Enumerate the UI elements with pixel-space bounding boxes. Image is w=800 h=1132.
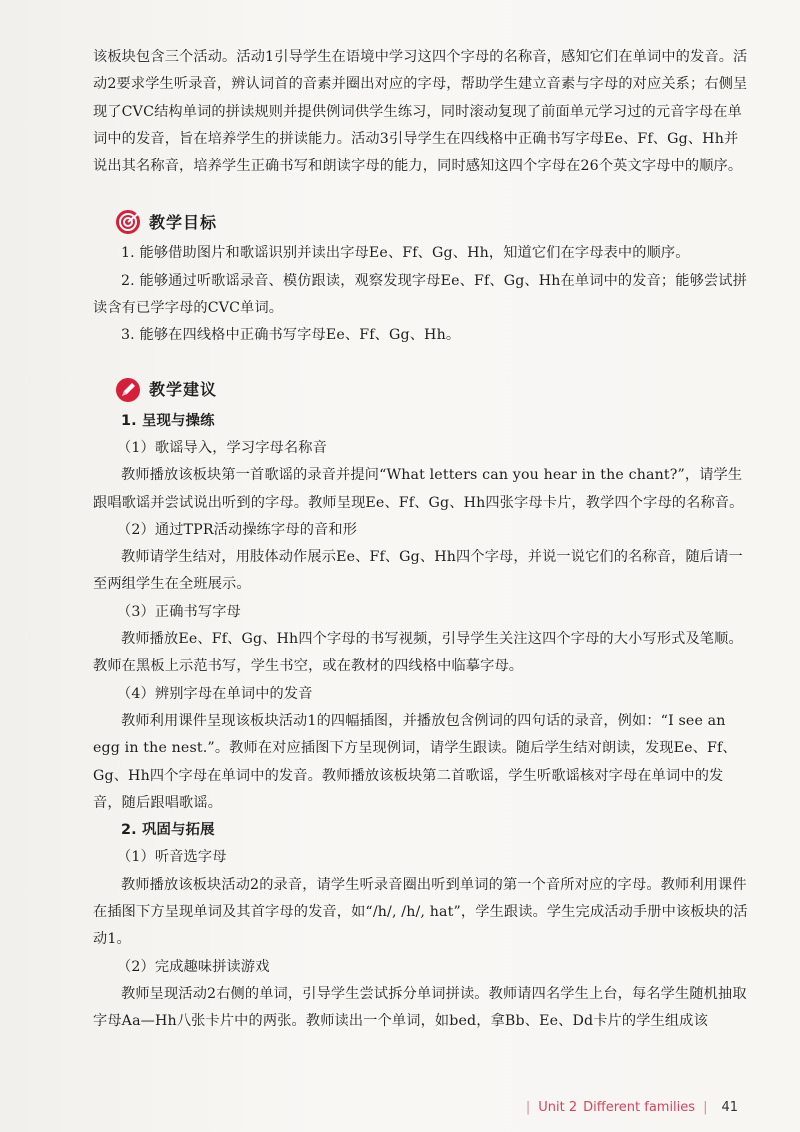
subheading-consolidation: 2. 巩固与拓展: [121, 822, 215, 839]
footer-unit: Unit 2: [538, 1100, 578, 1115]
text-body: [93, 44, 751, 1036]
step-title: （1）听音选字母: [117, 849, 227, 866]
section-goals-header: [93, 206, 751, 238]
step-text: 教师呈现活动2右侧的单词，引导学生尝试拆分单词拼读。教师请四名学生上台，每名学生随机抽取字母Aa—Hh八张卡片中的两张。教师读出一个单词，如bed，拿Bb、Ee、Dd卡片的学生组成该: [93, 985, 747, 1030]
step-title: （3）正确书写字母: [117, 603, 241, 620]
subheading-presentation: 1. 呈现与操练: [121, 412, 215, 429]
step-text: 教师播放该板块第一首歌谣的录音并提问“What letters can you hear in the chant?”，请学生跟唱歌谣并尝试说出听到的字母。教师呈现Ee、Ff、Gg、Hh四张字母卡片，教学四个字母的名称音。: [93, 467, 744, 511]
divider: |: [525, 1100, 531, 1115]
step-text: 教师利用课件呈现该板块活动1的四幅插图，并播放包含例词的四句话的录音，例如：“I see an egg in the nest.”。教师在对应插图下方呈现例词，请学生跟读。随后学生结对朗读，发现Ee、Ff、Gg、Hh四个字母在单词中的发音。教师播放该板块第二首歌谣，学生听歌谣核对字母在单词中的发音，随后跟唱歌谣。: [93, 712, 737, 811]
footer-unit-title: Different families: [583, 1100, 696, 1115]
goal-item: 1. 能够借助图片和歌谣识别并读出字母Ee、Ff、Gg、Hh，知道它们在字母表中的顺序。: [121, 245, 690, 262]
step-text: 教师请学生结对，用肢体动作展示Ee、Ff、Gg、Hh四个字母，并说一说它们的名称音，随后请一至两组学生在全班展示。: [93, 549, 743, 593]
step-title: （2）通过TPR活动操练字母的音和形: [117, 521, 358, 538]
goal-item: 3. 能够在四线格中正确书写字母Ee、Ff、Gg、Hh。: [121, 327, 461, 344]
step-text: 教师播放该板块活动2的录音，请学生听录音圈出听到单词的第一个音所对应的字母。教师利用课件在插图下方呈现单词及其首字母的发音，如“/h/, /h/, hat”，学生跟读。学生完成活动手册中该板块的活动1。: [93, 876, 748, 948]
section-suggestions-header: [93, 374, 751, 406]
step-title: （2）完成趣味拼读游戏: [117, 958, 270, 975]
divider: |: [703, 1100, 708, 1115]
page-footer: [518, 1100, 738, 1115]
section-title-suggestions: 教学建议: [149, 380, 218, 400]
goal-item: 2. 能够通过听歌谣录音、模仿跟读，观察发现字母Ee、Ff、Gg、Hh在单词中的发音；能够尝试拼读含有已学字母的CVC单词。: [93, 272, 747, 317]
step-text: 教师播放Ee、Ff、Gg、Hh四个字母的书写视频，引导学生关注这四个字母的大小写形式及笔顺。教师在黑板上示范书写，学生书空，或在教材的四线格中临摹字母。: [93, 631, 743, 675]
intro-paragraph: 该板块包含三个活动。活动1引导学生在语境中学习这四个字母的名称音，感知它们在单词中的发音。活动2要求学生听录音，辨认词首的音素并圈出对应的字母，帮助学生建立音素与字母的对应关系；右侧呈现了CVC结构单词的拼读规则并提供例词供学生练习，同时滚动复现了前面单元学习过的元音字母在单词中的发音，旨在培养学生的拼读能力。活动3引导学生在四线格中正确书写字母Ee、Ff、Gg、Hh并说出其名称音，培养学生正确书写和朗读字母的能力，同时感知这四个字母在26个英文字母中的顺序。: [93, 49, 748, 175]
step-title: （1）歌谣导入，学习字母名称音: [117, 439, 327, 456]
section-title-goals: 教学目标: [149, 212, 218, 232]
page-number: 41: [721, 1100, 738, 1115]
step-title: （4）辨别字母在单词中的发音: [117, 685, 313, 702]
pencil-icon: [115, 377, 141, 403]
target-icon: [115, 209, 141, 235]
